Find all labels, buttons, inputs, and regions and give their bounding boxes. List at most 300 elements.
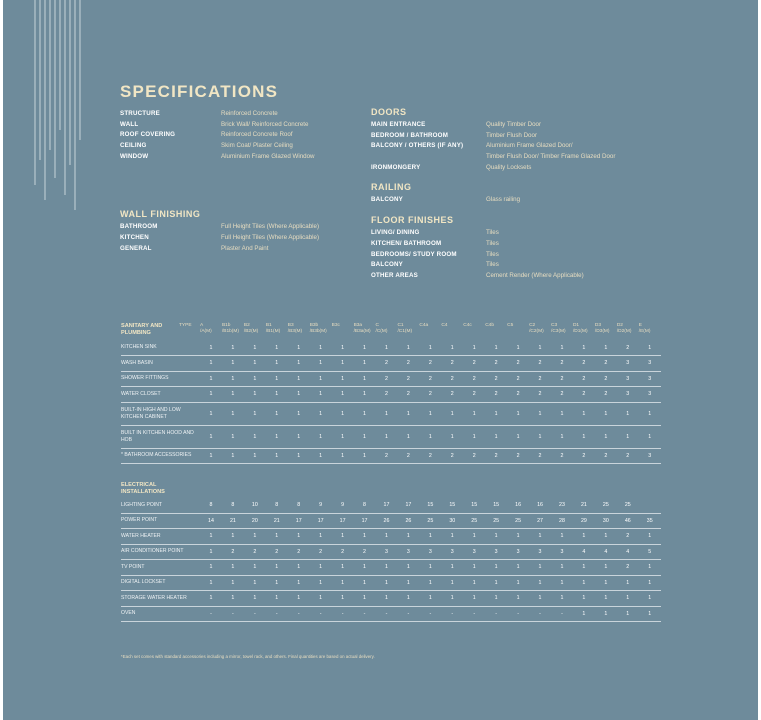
unit-type-mirror: /D2(M) <box>616 329 632 334</box>
table-cell: 3 <box>617 387 639 403</box>
table-cell: 3 <box>376 544 398 560</box>
table-cell: 8 <box>266 498 288 514</box>
spec-row <box>120 109 360 120</box>
table-cell: 1 <box>222 560 244 576</box>
table-cell: 1 <box>529 402 551 425</box>
table-cell: 1 <box>485 560 507 576</box>
table-cell: 1 <box>266 591 288 607</box>
unit-type-header <box>639 323 661 340</box>
row-label: SHOWER FITTINGS <box>121 371 200 387</box>
table-cell: 3 <box>639 448 661 464</box>
doors-spec-list <box>371 120 651 173</box>
row-label: POWER POINT <box>121 513 200 529</box>
unit-type-header <box>617 323 639 340</box>
unit-type-name: C <box>375 323 379 328</box>
table-cell: 2 <box>441 371 463 387</box>
table-cell: 1 <box>507 425 529 448</box>
table-cell: 29 <box>573 513 595 529</box>
table-cell: 2 <box>573 387 595 403</box>
table-cell: 1 <box>441 529 463 545</box>
table-cell: 2 <box>441 356 463 372</box>
table-cell: 3 <box>507 544 529 560</box>
table-cell: 1 <box>222 387 244 403</box>
table-cell: 3 <box>639 387 661 403</box>
table-cell: 2 <box>376 371 398 387</box>
unit-type-mirror: /C1(M) <box>397 329 413 334</box>
spec-label: MAIN ENTRANCE <box>371 121 426 128</box>
row-label: DIGITAL LOCKSET <box>121 575 200 591</box>
table-cell: 3 <box>617 356 639 372</box>
table-cell: 1 <box>595 591 617 607</box>
table-cell: 1 <box>244 356 266 372</box>
row-label: KITCHEN SINK <box>121 340 200 356</box>
table-cell: 1 <box>419 560 441 576</box>
table-cell: 2 <box>529 356 551 372</box>
spec-label: BALCONY / OTHERS (IF ANY) <box>371 142 464 150</box>
table-cell: 30 <box>441 513 463 529</box>
table-cell: 1 <box>200 560 222 576</box>
table-cell: 1 <box>222 340 244 356</box>
table-cell: 4 <box>617 544 639 560</box>
table-cell: 1 <box>507 575 529 591</box>
table-cell: - <box>354 606 376 622</box>
table-cell: 2 <box>463 356 485 372</box>
table-cell: 1 <box>463 425 485 448</box>
table-cell: 1 <box>573 529 595 545</box>
spec-label: GENERAL <box>120 244 152 252</box>
table-cell: 1 <box>529 575 551 591</box>
table-cell: 1 <box>529 529 551 545</box>
table-cell: 1 <box>485 529 507 545</box>
table-cell: 2 <box>288 544 310 560</box>
spec-label: BEDROOMS/ STUDY ROOM <box>371 250 457 258</box>
table-cell: 3 <box>441 544 463 560</box>
table-cell: 1 <box>397 560 419 576</box>
table-row <box>121 606 661 622</box>
table-row <box>121 340 661 356</box>
table-cell: 8 <box>222 498 244 514</box>
unit-type-mirror: /B2(M) <box>243 329 259 334</box>
table-cell: 4 <box>595 544 617 560</box>
row-label: WASH BASIN <box>121 356 200 372</box>
table-cell: 2 <box>463 448 485 464</box>
unit-provisions-table <box>121 323 661 622</box>
spec-value: Tiles <box>486 229 499 237</box>
table-cell: 1 <box>376 340 398 356</box>
table-cell: 2 <box>595 356 617 372</box>
table-cell: 1 <box>529 425 551 448</box>
spec-row <box>120 222 360 233</box>
spec-label: ROOF COVERING <box>120 131 176 139</box>
section-spacer <box>121 464 661 482</box>
table-cell: 1 <box>617 425 639 448</box>
spec-label: LIVING/ DINING <box>371 229 420 237</box>
spec-value: Glass railing <box>486 196 521 204</box>
spec-row <box>371 195 651 206</box>
table-cell: 2 <box>529 371 551 387</box>
table-cell: 2 <box>507 448 529 464</box>
table-cell: 1 <box>507 340 529 356</box>
table-cell: 2 <box>551 356 573 372</box>
specifications-page <box>3 0 758 720</box>
unit-type-name: C2 <box>529 323 536 328</box>
table-cell: 2 <box>222 544 244 560</box>
table-cell: 1 <box>354 529 376 545</box>
table-cell: 1 <box>595 560 617 576</box>
table-cell: 17 <box>310 513 332 529</box>
unit-type-header <box>573 323 595 340</box>
table-cell: 2 <box>463 371 485 387</box>
table-cell: 1 <box>441 402 463 425</box>
table-cell: 1 <box>485 575 507 591</box>
table-cell: 1 <box>310 560 332 576</box>
spec-value: Timber Flush Door/ Timber Frame Glazed Door <box>486 153 616 161</box>
table-cell: 1 <box>310 591 332 607</box>
table-cell: 1 <box>288 356 310 372</box>
table-cell: 1 <box>332 529 354 545</box>
table-cell: 2 <box>244 544 266 560</box>
unit-type-name: C1 <box>397 323 404 328</box>
table-cell: 1 <box>244 560 266 576</box>
table-cell: 1 <box>200 371 222 387</box>
table-row <box>121 560 661 576</box>
table-cell: 15 <box>441 498 463 514</box>
table-cell: 1 <box>397 529 419 545</box>
table-cell: - <box>485 606 507 622</box>
table-cell: 16 <box>507 498 529 514</box>
table-cell: 1 <box>222 575 244 591</box>
table-cell: 2 <box>419 356 441 372</box>
table-cell: 1 <box>244 387 266 403</box>
table-cell: 1 <box>485 340 507 356</box>
table-cell: 1 <box>222 402 244 425</box>
table-cell: 1 <box>463 529 485 545</box>
table-cell: 1 <box>266 340 288 356</box>
table-cell: 2 <box>485 371 507 387</box>
row-label: WATER CLOSET <box>121 387 200 403</box>
table-row <box>121 513 661 529</box>
table-cell: 28 <box>551 513 573 529</box>
table-cell: 2 <box>507 387 529 403</box>
table-row <box>121 402 661 425</box>
spec-value: Skim Coat/ Plaster Ceiling <box>221 142 293 150</box>
row-label: TV POINT <box>121 560 200 576</box>
table-cell: 1 <box>310 371 332 387</box>
table-cell: 1 <box>551 529 573 545</box>
table-cell: 1 <box>266 529 288 545</box>
table-cell: 1 <box>222 448 244 464</box>
table-cell: 2 <box>310 544 332 560</box>
table-cell: 1 <box>200 591 222 607</box>
unit-type-header <box>121 323 661 340</box>
table-cell: 1 <box>266 402 288 425</box>
row-label: OVEN <box>121 606 200 622</box>
unit-type-name: B3b <box>309 323 319 328</box>
table-cell: - <box>551 606 573 622</box>
table-cell: 1 <box>332 591 354 607</box>
spec-row <box>120 130 360 141</box>
table-cell: 1 <box>200 356 222 372</box>
table-cell: 1 <box>222 371 244 387</box>
unit-type-name: C4b <box>485 323 494 328</box>
wall-finishing-heading: WALL FINISHING <box>120 209 201 220</box>
table-cell: 1 <box>288 575 310 591</box>
table-cell: 1 <box>288 371 310 387</box>
table-cell: 2 <box>551 371 573 387</box>
type-label: TYPE <box>179 323 192 328</box>
unit-type-name: C4 <box>441 323 448 328</box>
table-cell: 26 <box>397 513 419 529</box>
table-cell: 1 <box>310 529 332 545</box>
table-cell: 1 <box>288 340 310 356</box>
table-cell: 1 <box>595 575 617 591</box>
spec-label: WALL <box>120 120 139 128</box>
table-cell: 25 <box>485 513 507 529</box>
table-cell: 1 <box>617 606 639 622</box>
floor-finishes-list <box>371 228 651 281</box>
table-cell: 2 <box>551 387 573 403</box>
specs-left-column <box>120 109 360 255</box>
table-cell: 1 <box>310 356 332 372</box>
unit-type-header <box>222 323 244 340</box>
table-cell: 1 <box>244 575 266 591</box>
spec-value: Brick Wall/ Reinforced Concrete <box>221 120 309 128</box>
table-cell: 1 <box>332 560 354 576</box>
table-cell: 1 <box>419 340 441 356</box>
table-cell: 2 <box>573 371 595 387</box>
table-cell: 1 <box>376 425 398 448</box>
table-cell: 1 <box>288 402 310 425</box>
table-cell: 3 <box>551 544 573 560</box>
unit-type-name: B3a <box>353 323 363 328</box>
table-cell: 1 <box>573 425 595 448</box>
table-cell: 1 <box>354 356 376 372</box>
table-cell: 2 <box>354 544 376 560</box>
table-cell: 3 <box>639 371 661 387</box>
unit-type-header <box>397 323 419 340</box>
table-cell: 1 <box>332 387 354 403</box>
table-cell: 17 <box>288 513 310 529</box>
spec-label: KITCHEN/ BATHROOM <box>371 239 442 247</box>
table-cell: 3 <box>485 544 507 560</box>
unit-type-header <box>376 323 398 340</box>
table-cell: 2 <box>397 356 419 372</box>
unit-type-name: B2 <box>243 323 250 328</box>
table-cell: 35 <box>639 513 661 529</box>
table-cell: 1 <box>244 529 266 545</box>
table-cell: 20 <box>244 513 266 529</box>
table-cell: 1 <box>200 425 222 448</box>
table-row <box>121 356 661 372</box>
spec-label: BEDROOM / BATHROOM <box>371 131 449 139</box>
table-cell: 1 <box>354 591 376 607</box>
specs-right-column <box>371 107 651 282</box>
row-label: WATER HEATER <box>121 529 200 545</box>
spec-row <box>120 244 360 255</box>
wall-finishing-list <box>120 222 360 254</box>
table-cell: 1 <box>376 402 398 425</box>
table-cell: - <box>507 606 529 622</box>
table-cell: 2 <box>397 387 419 403</box>
table-cell: 1 <box>244 371 266 387</box>
table-cell: 1 <box>419 591 441 607</box>
spec-label: WINDOW <box>120 152 149 160</box>
table-cell: 15 <box>485 498 507 514</box>
table-cell: 1 <box>244 402 266 425</box>
table-cell: 1 <box>332 425 354 448</box>
table-cell: 1 <box>288 425 310 448</box>
table-cell: 1 <box>441 575 463 591</box>
spec-label: STRUCTURE <box>120 110 160 117</box>
table-cell <box>639 498 661 514</box>
table-cell: 1 <box>332 356 354 372</box>
spec-row <box>120 120 360 131</box>
table-cell: 2 <box>485 356 507 372</box>
table-cell: 2 <box>573 356 595 372</box>
table-cell: 1 <box>551 340 573 356</box>
table-cell: 1 <box>397 575 419 591</box>
table-cell: 1 <box>354 575 376 591</box>
table-cell: 1 <box>288 387 310 403</box>
spec-value: Aluminium Frame Glazed Door/ <box>486 142 573 150</box>
table-cell: 21 <box>266 513 288 529</box>
table-cell: 21 <box>222 513 244 529</box>
unit-type-name: C4a <box>419 323 429 328</box>
table-cell: 3 <box>639 356 661 372</box>
table-cell: 2 <box>332 544 354 560</box>
table-cell: 1 <box>288 560 310 576</box>
table-cell: 1 <box>463 340 485 356</box>
table-row <box>121 544 661 560</box>
heading-filler <box>200 482 661 498</box>
unit-type-header <box>507 323 529 340</box>
table-cell: 10 <box>244 498 266 514</box>
sanitary-heading: SANITARY AND PLUMBING <box>121 323 163 336</box>
table-row <box>121 591 661 607</box>
table-cell: 1 <box>200 575 222 591</box>
table-cell: 26 <box>376 513 398 529</box>
table-cell: 1 <box>200 529 222 545</box>
spec-value: Tiles <box>486 261 499 269</box>
table-cell: 1 <box>266 371 288 387</box>
spec-value: Reinforced Concrete Roof <box>221 131 293 139</box>
table-cell: 1 <box>288 448 310 464</box>
spacer-cell <box>121 464 661 482</box>
spec-row <box>371 239 651 250</box>
unit-type-name: D1 <box>572 323 580 328</box>
table-cell: 1 <box>200 448 222 464</box>
table-row <box>121 371 661 387</box>
table-cell: 2 <box>595 371 617 387</box>
table-cell: 2 <box>463 387 485 403</box>
table-cell: 5 <box>639 544 661 560</box>
table-cell: 1 <box>332 402 354 425</box>
table-cell: 1 <box>463 591 485 607</box>
table-cell: - <box>529 606 551 622</box>
table-cell: - <box>222 606 244 622</box>
table-cell: 15 <box>419 498 441 514</box>
table-cell: 1 <box>376 560 398 576</box>
table-cell: 1 <box>441 340 463 356</box>
table-cell: 1 <box>397 340 419 356</box>
doors-heading: DOORS <box>371 107 407 117</box>
spec-value: Full Height Tiles (Where Applicable) <box>221 223 320 231</box>
spec-label: OTHER AREAS <box>371 271 419 279</box>
unit-type-header <box>354 323 376 340</box>
row-label: BUILT-IN HIGH AND LOW KITCHEN CABINET <box>121 402 200 425</box>
spec-value: Quality Locksets <box>486 163 532 171</box>
table-cell: 1 <box>354 387 376 403</box>
spec-label: BATHROOM <box>120 223 158 231</box>
table-row <box>121 448 661 464</box>
table-cell: 17 <box>354 513 376 529</box>
table-cell: - <box>419 606 441 622</box>
table-cell: 1 <box>310 448 332 464</box>
spec-value: Reinforced Concrete <box>221 110 278 117</box>
spec-label: IRONMONGERY <box>371 163 421 171</box>
unit-type-name: C3 <box>551 323 558 328</box>
table-cell: 46 <box>617 513 639 529</box>
table-cell: 1 <box>354 560 376 576</box>
table-cell: 1 <box>288 529 310 545</box>
table-cell: 27 <box>529 513 551 529</box>
table-cell: 2 <box>595 387 617 403</box>
table-cell: 2 <box>397 448 419 464</box>
table-cell: 1 <box>266 448 288 464</box>
table-cell: 2 <box>485 448 507 464</box>
table-cell: 2 <box>441 448 463 464</box>
table-cell: 2 <box>617 340 639 356</box>
floor-finishes-heading: FLOOR FINISHES <box>371 215 454 226</box>
table-cell: 8 <box>200 498 222 514</box>
unit-type-name: D3 <box>594 323 602 328</box>
unit-type-header <box>266 323 288 340</box>
table-cell: 2 <box>617 448 639 464</box>
table-cell: 17 <box>376 498 398 514</box>
decorative-lines <box>3 0 93 215</box>
table-cell: 2 <box>397 371 419 387</box>
table-cell: 1 <box>419 425 441 448</box>
table-cell: 1 <box>222 529 244 545</box>
table-cell: 2 <box>617 529 639 545</box>
table-cell: 1 <box>200 544 222 560</box>
spec-row <box>371 152 651 163</box>
table-cell: 1 <box>595 425 617 448</box>
table-cell: 1 <box>222 591 244 607</box>
unit-type-mirror: /E(M) <box>638 329 651 334</box>
table-cell: 8 <box>288 498 310 514</box>
table-cell: 1 <box>573 575 595 591</box>
table-cell: 25 <box>617 498 639 514</box>
unit-type-name: B3c <box>331 323 340 328</box>
table-cell: 1 <box>551 402 573 425</box>
table-cell: - <box>288 606 310 622</box>
table-cell: 1 <box>507 529 529 545</box>
table-cell: 1 <box>244 448 266 464</box>
table-cell: 1 <box>441 591 463 607</box>
unit-type-header <box>419 323 441 340</box>
unit-type-header <box>529 323 551 340</box>
table-cell: 1 <box>354 448 376 464</box>
table-cell: 1 <box>397 402 419 425</box>
spec-label: BALCONY <box>371 196 403 204</box>
spec-row <box>371 228 651 239</box>
table-row <box>121 387 661 403</box>
table-cell: 1 <box>595 402 617 425</box>
row-label: BUILT IN KITCHEN HOOD AND HOB <box>121 425 200 448</box>
table-row <box>121 529 661 545</box>
table-cell: 1 <box>639 425 661 448</box>
